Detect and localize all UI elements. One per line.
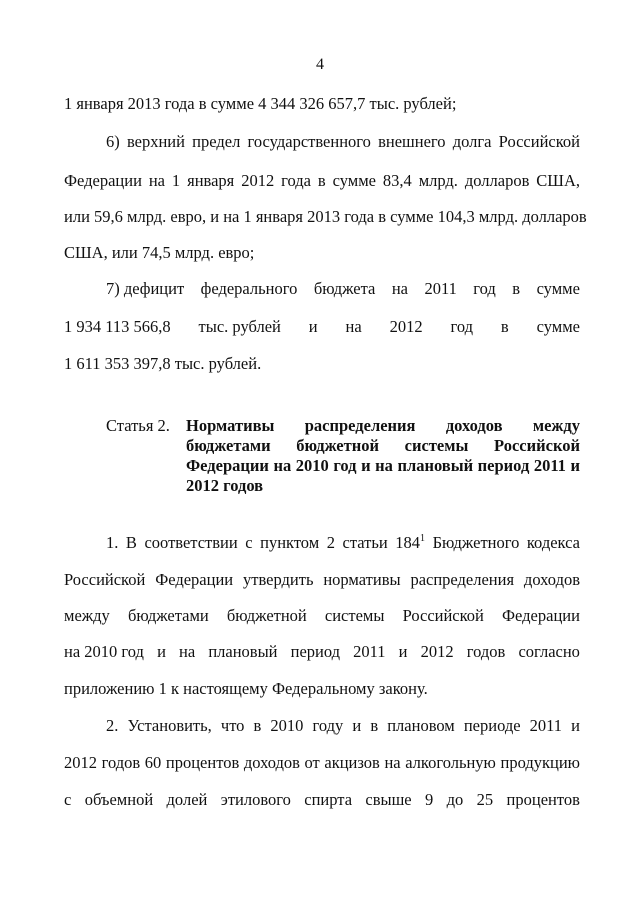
text-line: 6) верхний предел государственного внешнего долга Российской: [106, 132, 580, 151]
word: процентов: [506, 790, 580, 809]
text-line: [64, 790, 580, 810]
text-run: Бюджетного кодекса: [425, 533, 581, 552]
word: системы: [324, 606, 385, 625]
article-title: Нормативы распределения доходов между бюджетами бюджетной системы Российской Федерации на 2010 год и на плановый период 2011 и 2012 годов: [186, 416, 580, 495]
word: 2011: [353, 642, 386, 661]
text-line: 2012 годов 60 процентов доходов от акцизов на алкогольную продукцию: [64, 753, 580, 772]
word: на: [179, 642, 196, 661]
word: спирта: [304, 790, 353, 809]
word: в: [500, 317, 509, 336]
word: и: [308, 317, 318, 336]
word: объемной: [84, 790, 154, 809]
word: и: [398, 642, 408, 661]
superscript: 1: [420, 533, 426, 544]
text-line: 2. Установить, что в 2010 году и в плановом периоде 2011 и: [106, 716, 580, 735]
word: 7) дефицит: [106, 279, 185, 298]
word: свыше: [365, 790, 412, 809]
text-line: 1 611 353 397,8 тыс. рублей.: [64, 354, 262, 373]
word: период: [290, 642, 341, 661]
word: и: [157, 642, 166, 661]
word: согласно: [518, 642, 580, 661]
word: плановый: [208, 642, 278, 661]
text-line: Российской Федерации утвердить нормативы распределения доходов: [64, 570, 580, 589]
text-line: [64, 606, 580, 626]
word: Российской: [402, 606, 484, 625]
word: сумме: [536, 279, 580, 298]
page-number: 4: [316, 56, 324, 73]
text-line: [64, 317, 580, 337]
text-line: 1 января 2013 года в сумме 4 344 326 657,7 тыс. рублей;: [64, 94, 457, 113]
word: на 2010 год: [64, 642, 144, 661]
word: бюджетной: [226, 606, 307, 625]
text-line: приложению 1 к настоящему Федеральному закону.: [64, 679, 428, 698]
word: сумме: [536, 317, 580, 336]
word: 2011: [424, 279, 457, 298]
word: до: [446, 790, 464, 809]
word: федерального: [200, 279, 298, 298]
word: на: [345, 317, 362, 336]
text-line: [64, 642, 580, 662]
word: с: [64, 790, 72, 809]
word: на: [391, 279, 408, 298]
word: этилового: [220, 790, 291, 809]
word: годов: [466, 642, 506, 661]
word: в: [512, 279, 521, 298]
word: год: [450, 317, 474, 336]
word: между: [64, 606, 110, 625]
text-line: или 59,6 млрд. евро, и на 1 января 2013 года в сумме 104,3 млрд. долларов: [64, 207, 587, 226]
text-line: Федерации на 1 января 2012 года в сумме 83,4 млрд. долларов США,: [64, 171, 580, 190]
text-line: США, или 74,5 млрд. евро;: [64, 243, 255, 262]
word: 9: [425, 790, 434, 809]
word: 1 934 113 566,8: [64, 317, 171, 336]
word: долей: [166, 790, 208, 809]
text-run: 1. В соответствии с пунктом 2 статьи 184: [106, 533, 421, 552]
text-line: [106, 279, 580, 299]
word: бюджета: [313, 279, 376, 298]
word: бюджетами: [127, 606, 209, 625]
word: 25: [476, 790, 494, 809]
word: 2012: [420, 642, 454, 661]
word: год: [473, 279, 496, 298]
word: 2012: [389, 317, 423, 336]
word: Федерации: [502, 606, 580, 625]
article-label: Статья 2.: [106, 416, 170, 435]
word: тыс. рублей: [198, 317, 281, 336]
text-line: [106, 533, 580, 553]
